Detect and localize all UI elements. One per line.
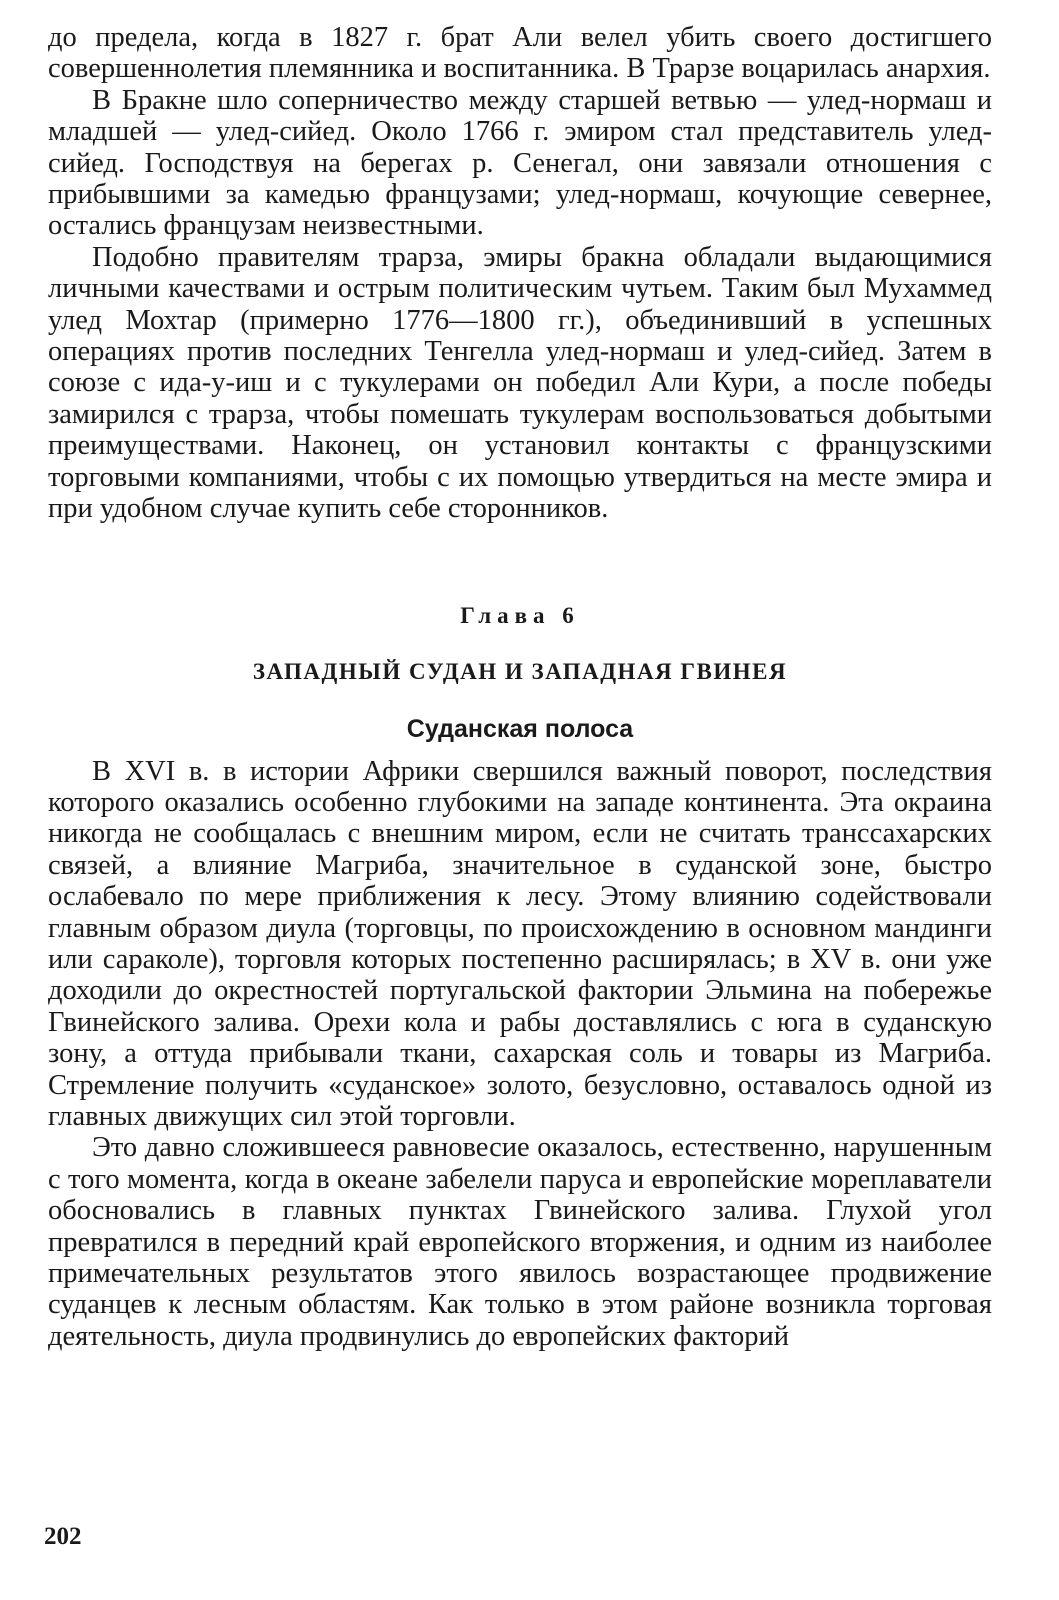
page-number: 202 xyxy=(44,1523,82,1550)
chapter-label: Глава 6 xyxy=(460,602,580,628)
paragraph-equilibrium: Это давно сложившееся равновесие оказалось, естественно, нарушенным с того момента, когда в океане забелели паруса и европейские мореплаватели обосновались в главных пунктах Гвинейского залива. Глухой угол превратился в передний край европейского вторжения, и одним из наиболее примечательных результатов этого явилось возрастающее продвижение суданцев к лесным областям. Как только в этом районе возникла торговая деятельность, диула продвинулись до европейских факторий xyxy=(48,1132,992,1352)
paragraph-brakna-rivalry: В Бракне шло соперничество между старшей ветвью — улед-нормаш и младшей — улед-сийед. Около 1766 г. эмиром стал представитель улед-сийед. Господствуя на берегах р. Сенегал, они завязали отношения с прибывшими за камедью французами; улед-нормаш, кочующие севернее, остались французам неизвестными. xyxy=(48,84,992,242)
book-page xyxy=(48,22,992,1352)
chapter-title: ЗАПАДНЫЙ СУДАН И ЗАПАДНАЯ ГВИНЕЯ xyxy=(252,658,788,684)
paragraph-sixteenth-century: В XVI в. в истории Африки свершился важный поворот, последствия которого оказались особенно глубокими на западе континента. Эта окраина никогда не сообщалась с внешним миром, если не считать транссахарских связей, а влияние Магриба, значительное в суданской зоне, быстро ослабевало по мере приближения к лесу. Этому влиянию содействовали главным образом диула (торговцы, по происхождению в основном мандинги или сараколе), торговля которых постепенно расширялась; в XV в. они уже доходили до окрестностей португальской фактории Эльмина на побережье Гвинейского залива. Орехи кола и рабы доставлялись с юга в суданскую зону, а оттуда прибывали ткани, сахарская соль и товары из Магриба. Стремление получить «суданское» золото, безусловно, оставалось одной из главных движущих сил этой торговли. xyxy=(48,755,992,1132)
paragraph-trarza-anarchy: до предела, когда в 1827 г. брат Али велел убить своего достигшего совершеннолетия племянника и воспитанника. В Трарзе воцарилась анархия. xyxy=(48,22,992,85)
paragraph-brakna-emirs: Подобно правителям трарза, эмиры бракна обладали выдающимися личными качествами и острым политическим чутьем. Таким был Мухаммед улед Мохтар (примерно 1776—1800 гг.), объединивший в успешных операциях против последних Тенгелла улед-нормаш и улед-сийед. Затем в союзе с ида-у-иш и с тукулерами он победил Али Кури, а после победы замирился с трарза, чтобы помешать тукулерам воспользоваться добытыми преимуществами. Наконец, он установил контакты с французскими торговыми компаниями, чтобы с их помощью утвердиться на месте эмира и при удобном случае купить себе сторонников. xyxy=(48,241,992,525)
section-title: Суданская полоса xyxy=(406,714,634,743)
